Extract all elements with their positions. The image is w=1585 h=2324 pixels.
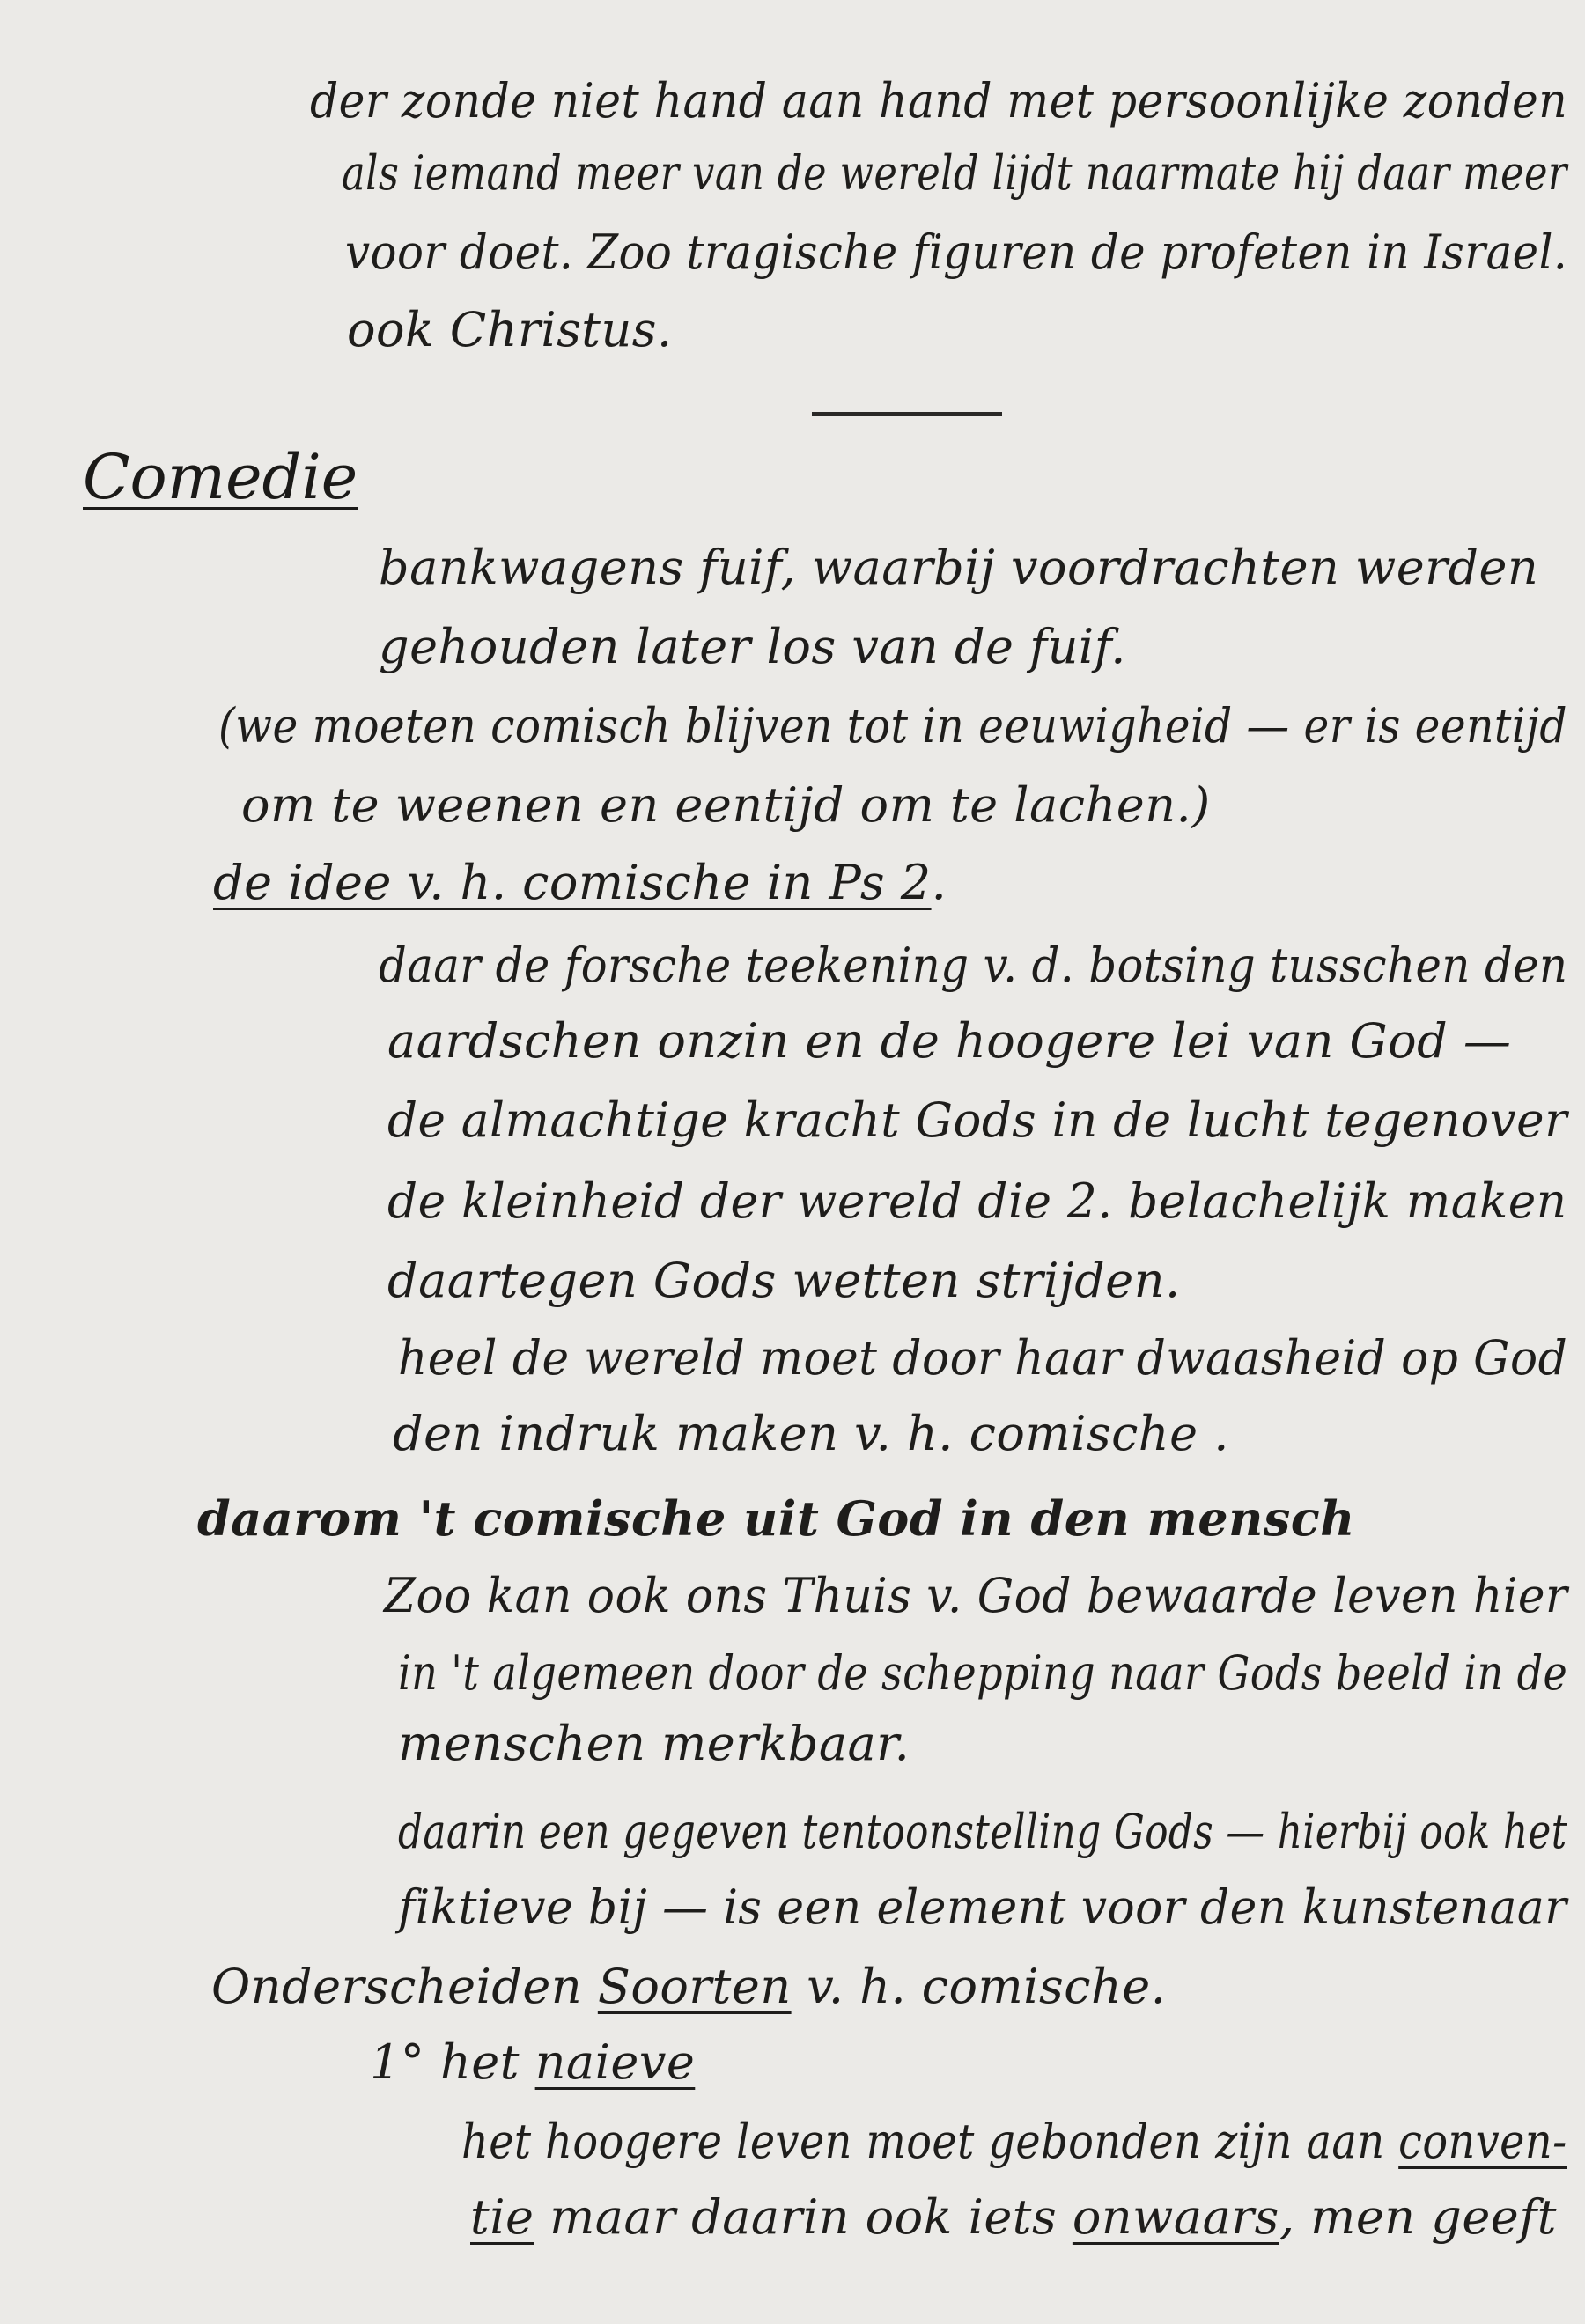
text-line-top-4: ook Christus.	[347, 302, 673, 357]
text-line-ps2-4: de kleinheid der wereld die 2. belachelijk maken	[387, 1173, 1567, 1229]
soorten-prefix: Onderscheiden	[211, 1959, 598, 2014]
underlined-onwaars: onwaars	[1072, 2189, 1279, 2245]
text-line-daarom: daarom 't comische uit God in den mensch	[197, 1490, 1355, 1547]
underlined-tie: tie	[470, 2189, 534, 2245]
text-line-soorten	[211, 1956, 1166, 2018]
soorten-suffix: v. h. comische.	[791, 1959, 1167, 2014]
text-line-idee	[213, 852, 947, 914]
section-divider	[812, 412, 1002, 416]
text-line-comedie-1: bankwagens fuif, waarbij voordrachten werden	[379, 540, 1539, 595]
text-line-ps2-5: daartegen Gods wetten strijden.	[387, 1253, 1181, 1308]
text-line-top-2: als iemand meer van de wereld lijdt naarmate hij daar meer	[342, 145, 1567, 201]
text-line-ps2-1: daar de forsche teekening v. d. botsing tusschen den	[379, 938, 1568, 993]
text-line-ps2-3: de almachtige kracht Gods in de lucht tegenover	[387, 1092, 1567, 1148]
text-line-ps2-2: aardschen onzin en de hoogere lei van God —	[387, 1013, 1512, 1069]
underlined-conven: conven-	[1398, 2114, 1567, 2169]
underlined-soorten: Soorten	[597, 1959, 792, 2014]
text-line-daarom-5: fiktieve bij — is een element voor den kunstenaar	[398, 1879, 1567, 1935]
text-line-comedie-4: om te weenen en eentijd om te lachen.)	[241, 777, 1211, 833]
text-line-daarom-1: Zoo kan ook ons Thuis v. God bewaarde leven hier	[384, 1568, 1568, 1623]
text-line-ps2-6: heel de wereld moet door haar dwaasheid op God	[398, 1330, 1568, 1386]
text-line-comedie-2: gehouden later los van de fuif.	[379, 619, 1126, 674]
text-line-comedie-3: (we moeten comisch blijven tot in eeuwigheid — er is eentijd	[218, 698, 1567, 754]
text-line-ps2-7: den indruk maken v. h. comische .	[393, 1406, 1229, 1461]
text-line-top-1: der zonde niet hand aan hand met persoonlijke zonden	[310, 73, 1568, 129]
naieve-prefix: 1° het	[370, 2034, 535, 2090]
underlined-idee: de idee v. h. comische in Ps 2	[213, 855, 932, 910]
underlined-naieve: naieve	[534, 2034, 696, 2090]
last-2-suffix: , men geeft	[1279, 2189, 1557, 2245]
text-line-daarom-4: daarin een gegeven tentoonstelling Gods — hierbij ook het	[398, 1804, 1567, 1859]
idee-suffix: .	[931, 855, 947, 910]
last-1-prefix: het hoogere leven moet gebonden zijn aan	[461, 2114, 1399, 2169]
text-line-daarom-2: in 't algemeen door de schepping naar Gods beeld in de	[398, 1645, 1568, 1701]
text-line-daarom-3: menschen merkbaar.	[398, 1716, 910, 1771]
text-line-top-3: voor doet. Zoo tragische figuren de profeten in Israel.	[345, 224, 1568, 280]
text-line-last-2	[470, 2187, 1557, 2248]
text-line-last-1	[461, 2111, 1567, 2173]
text-line-naieve	[370, 2032, 695, 2093]
last-2-middle: maar daarin ook iets	[534, 2189, 1073, 2245]
section-heading-comedie: Comedie	[83, 441, 358, 513]
